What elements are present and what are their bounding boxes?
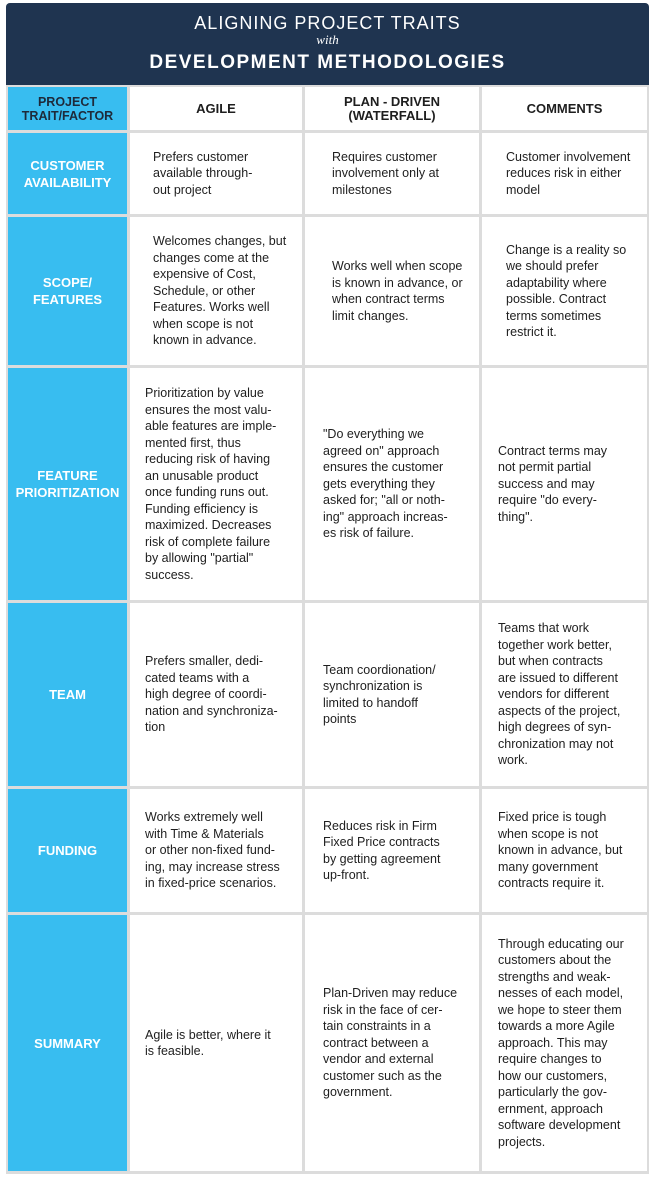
table-row-trait xyxy=(8,133,127,214)
table-row-trait xyxy=(8,915,127,1171)
cell-text: Through educating our customers about the strengths and weak- nesses of each model, we hope to steer them towards a more Agile approach. This may require changes to how our customers, particularly the gov- ernment, approach software development projects. xyxy=(498,936,624,1149)
column-header-trait xyxy=(8,87,127,130)
table-cell-plan-driven xyxy=(305,217,479,365)
table-cell-plan-driven xyxy=(305,603,479,786)
table-cell-agile xyxy=(130,217,302,365)
cell-text: Reduces risk in Firm Fixed Price contracts by getting agreement up-front. xyxy=(323,818,441,882)
table-cell-agile xyxy=(130,603,302,786)
cell-text: Plan-Driven may reduce risk in the face of cer- tain constraints in a contract between a vendor and external customer such as the government. xyxy=(323,986,458,1100)
column-header-plan-driven xyxy=(305,87,479,130)
table-cell-agile xyxy=(130,789,302,912)
table-cell-comments xyxy=(482,133,647,214)
cell-text: Requires customer involvement only at milestones xyxy=(332,149,440,197)
table-row-trait xyxy=(8,603,127,786)
table-cell-agile xyxy=(130,133,302,214)
cell-text: Works well when scope is known in advance, or when contract terms limit changes. xyxy=(332,259,463,323)
cell-text: Welcomes changes, but changes come at the expensive of Cost, Schedule, or other Features. Works well when scope is not known in advance. xyxy=(153,234,287,348)
cell-text: Customer involvement reduces risk in either model xyxy=(506,149,631,197)
cell-text: Change is a reality so we should prefer adaptability where possible. Contract terms sometimes restrict it. xyxy=(506,242,627,339)
column-header-comments xyxy=(482,87,647,130)
table-cell-comments xyxy=(482,915,647,1171)
cell-text: Works extremely well with Time & Materials or other non-fixed fund- ing, may increase stress in fixed-price scenarios. xyxy=(145,810,280,891)
table-cell-plan-driven xyxy=(305,915,479,1171)
trait-customer-availability: CUSTOMER AVAILABILITY xyxy=(23,157,112,190)
column-header-agile-label: AGILE xyxy=(196,100,236,116)
table-row-trait xyxy=(8,217,127,365)
trait-scope-features: SCOPE/ FEATURES xyxy=(32,275,103,307)
table-cell-comments xyxy=(482,603,647,786)
trait-summary: SUMMARY xyxy=(34,1035,101,1051)
table-cell-comments xyxy=(482,789,647,912)
title-banner xyxy=(6,3,649,85)
table-cell-plan-driven xyxy=(305,789,479,912)
column-header-comments-label: COMMENTS xyxy=(526,100,603,116)
trait-funding: FUNDING xyxy=(37,843,98,858)
cell-text: Prefers smaller, dedi- cated teams with a high degree of coordi- nation and synchroniza- tion xyxy=(145,654,278,735)
table-cell-comments xyxy=(482,368,647,600)
table-cell-comments xyxy=(482,217,647,365)
table-cell-agile xyxy=(130,368,302,600)
table-cell-agile xyxy=(130,915,302,1171)
cell-text: Team coordionation/ synchronization is limited to handoff points xyxy=(323,662,436,726)
table-row-trait xyxy=(8,368,127,600)
cell-text: Fixed price is tough when scope is not known in advance, but many government contracts require it. xyxy=(498,810,623,891)
cell-text: "Do everything we agreed on" approach ensures the customer gets everything they asked for; "all or noth- ing" approach increas- es risk of failure. xyxy=(323,427,448,541)
column-header-plan-driven-label: PLAN - DRIVEN (WATERFALL) xyxy=(343,93,441,123)
column-header-agile xyxy=(130,87,302,130)
cell-text: Prioritization by value ensures the most valu- able features are imple- mented first, thus reducing risk of having an unusable product once funding runs out. Funding efficiency is maximized. Decreases risk of complete failure by allowing "partial" success. xyxy=(145,386,277,582)
title-line-2: DEVELOPMENT METHODOLOGIES xyxy=(149,52,506,73)
cell-text: Agile is better, where it is feasible. xyxy=(145,1027,271,1058)
table-row-trait xyxy=(8,789,127,912)
column-header-trait-label: PROJECT TRAIT/FACTOR xyxy=(21,94,114,123)
trait-team: TEAM xyxy=(49,687,86,702)
table-cell-plan-driven xyxy=(305,368,479,600)
cell-text: Contract terms may not permit partial success and may require "do every- thing". xyxy=(498,443,608,524)
cell-text: Prefers customer available through- out project xyxy=(153,149,253,197)
title-connector: with xyxy=(316,32,339,47)
title-line-1: ALIGNING PROJECT TRAITS xyxy=(194,13,461,33)
table-cell-plan-driven xyxy=(305,133,479,214)
cell-text: Teams that work together work better, but when contracts are issued to different vendors for different aspects of the project, high degrees of syn- chronization may not work. xyxy=(498,621,621,768)
trait-feature-prioritization: FEATURE PRIORITIZATION xyxy=(15,468,120,500)
